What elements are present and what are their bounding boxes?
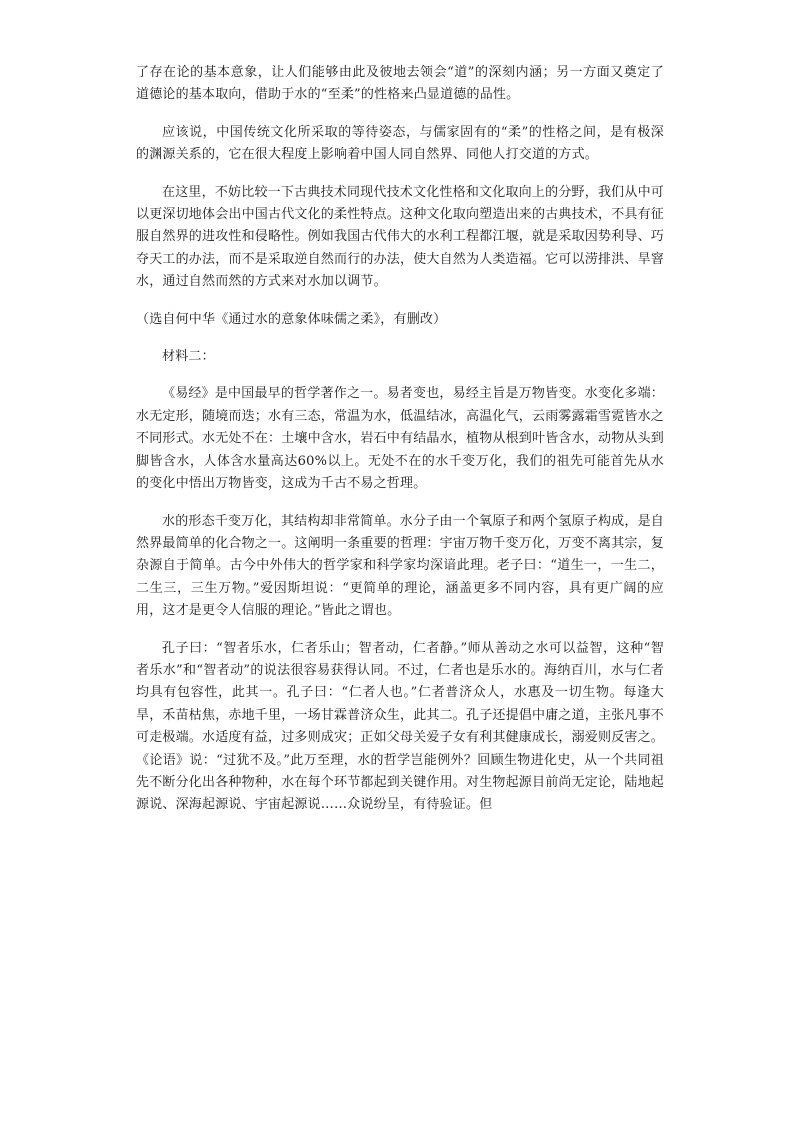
source-citation: （选自何中华《通过水的意象体味儒之柔》，有删改）: [136, 311, 447, 327]
paragraph-2: 应该说，中国传统文化所采取的等待姿态，与儒家固有的“柔”的性格之间，是有极深的渊源关系的，它在很大程度上影响着中国人同自然界、同他人打交道的方式。: [136, 124, 664, 163]
document-body: [136, 62, 664, 817]
paragraph-1: 了存在论的基本意象，让人们能够由此及彼地去领会“道”的深刻内涵；另一方面又奠定了道德论的基本取向，借助于水的“至柔”的性格来凸显道德的品性。: [136, 65, 664, 103]
paragraph-5: 水的形态千变万化，其结构却非常简单。水分子由一个氧原子和两个氢原子构成，是自然界最简单的化合物之一。这阐明一条重要的哲理：宇宙万物千变万化，万变不离其宗，复杂源自于简单。古今中外伟大的哲学家和科学家均深谙此理。老子曰：“道生一，一生二，二生三，三生万物。”爱因斯坦说：“更简单的理论，涵盖更多不同内容，具有更广阔的应用，这才是更令人信服的理论。”皆此之谓也。: [136, 513, 665, 619]
paragraph-4: 《易经》是中国最早的哲学著作之一。易者变也，易经主旨是万物皆变。水变化多端：水无定形，随境而迭；水有三态，常温为水，低温结冰，高温化气，云雨雾露霜雪霓皆水之不同形式。水无处不在：土壤中含水，岩石中有结晶水，植物从根到叶皆含水，动物从头到脚皆含水，人体含水量高达60%以上。无处不在的水千变万化，我们的祖先可能首先从水的变化中悟出万物皆变，这成为千古不易之哲理。: [136, 386, 665, 492]
paragraph-3: 在这里，不妨比较一下古典技术同现代技术文化性格和文化取向上的分野，我们从中可以更深切地体会出中国古代文化的柔性特点。这种文化取向塑造出来的古典技术，不具有征服自然界的进攻性和侵略性。例如我国古代伟大的水利工程都江堰，就是采取因势利导、巧夺天工的办法，而不是采取逆自然而行的办法，使大自然为人类造福。它可以涝排洪、旱窨水，通过自然而然的方式来对水加以调节。: [136, 184, 665, 290]
section-heading: 材料二：: [162, 349, 215, 365]
paragraph-6: 孔子曰：“智者乐水，仁者乐山；智者动，仁者静。”师从善动之水可以益智，这种“智者乐水”和“智者动”的说法很容易获得认同。不过，仁者也是乐水的。海纳百川，水与仁者均具有包容性，此其一。孔子曰：“仁者人也。”仁者普济众人，水惠及一切生物。每逢大旱，禾苗枯焦，赤地千里，一场甘霖普济众生，此其二。孔子还提倡中庸之道，主张凡事不可走极端。水适度有益，过多则成灾；正如父母关爱子女有利其健康成长，溺爱则反害之。《论语》说：“过犹不及。”此万至理，水的哲学岂能例外？回顾生物进化史，从一个共同祖先不断分化出各种物种，水在每个环节都起到关键作用。对生物起源目前尚无定论，陆地起源说、深海起源说、宇宙起源说……众说纷呈，有待验证。但: [136, 640, 665, 813]
